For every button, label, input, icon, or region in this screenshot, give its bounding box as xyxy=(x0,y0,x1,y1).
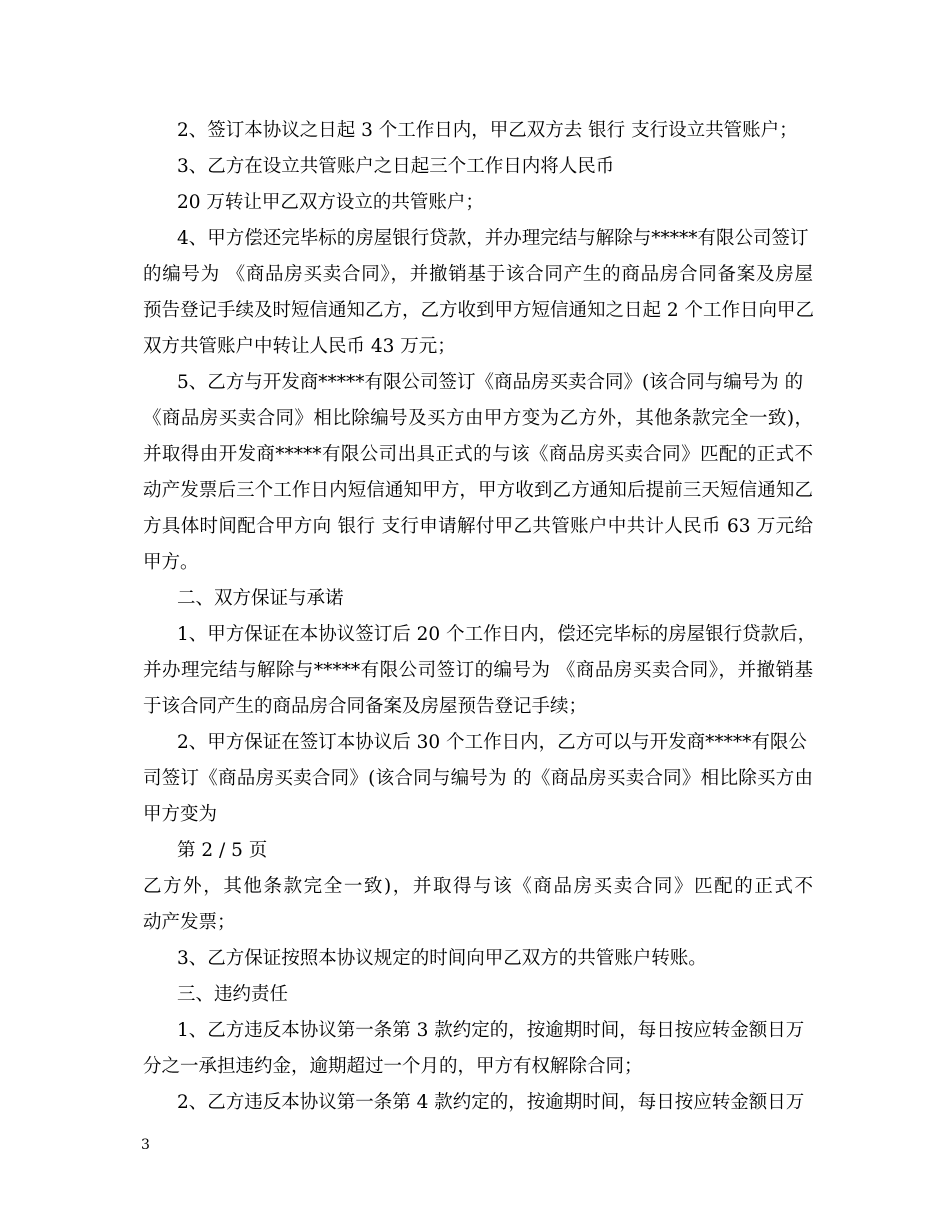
paragraph-line: 甲方。 xyxy=(143,552,199,573)
paragraph-line: 双方共管账户中转让人民币 43 万元； xyxy=(143,336,456,357)
paragraph-line: 2、签订本协议之日起 3 个工作日内，甲乙双方去 银行 支行设立共管账户； xyxy=(177,120,798,141)
paragraph-line: 于该合同产生的商品房合同备案及房屋预告登记手续； xyxy=(143,696,588,717)
paragraph-line: 2、乙方违反本协议第一条第 4 款约定的，按逾期时间，每日按应转金额日万 xyxy=(177,1092,805,1113)
paragraph-line: 并取得由开发商*****有限公司出具正式的与该《商品房买卖合同》匹配的正式不 xyxy=(143,444,813,465)
paragraph-line: 动产发票后三个工作日内短信通知甲方，甲方收到乙方通知后提前三天短信通知乙 xyxy=(143,480,813,501)
paragraph-line: 5、乙方与开发商*****有限公司签订《商品房买卖合同》(该合同与编号为 的 xyxy=(177,372,804,393)
paragraph-line: 乙方外，其他条款完全一致)，并取得与该《商品房买卖合同》匹配的正式不 xyxy=(143,876,813,897)
paragraph-line: 甲方变为 xyxy=(143,804,218,825)
paragraph-line: 1、甲方保证在本协议签订后 20 个工作日内，偿还完毕标的房屋银行贷款后， xyxy=(177,624,817,645)
paragraph-line: 司签订《商品房买卖合同》(该合同与编号为 的《商品房买卖合同》相比除买方由 xyxy=(143,768,813,789)
section-heading: 三、违约责任 xyxy=(177,984,289,1005)
paragraph-line: 并办理完结与解除与*****有限公司签订的编号为 《商品房买卖合同》，并撤销基 xyxy=(143,660,813,681)
section-heading: 二、双方保证与承诺 xyxy=(177,588,344,609)
paragraph-line: 1、乙方违反本协议第一条第 3 款约定的，按逾期时间，每日按应转金额日万 xyxy=(177,1020,805,1041)
paragraph-line: 4、甲方偿还完毕标的房屋银行贷款，并办理完结与解除与*****有限公司签订 xyxy=(177,228,809,249)
paragraph-line: 3、乙方在设立共管账户之日起三个工作日内将人民币 xyxy=(177,156,615,177)
inline-page-marker: 第 2 / 5 页 xyxy=(177,840,268,861)
paragraph-line: 《商品房买卖合同》相比除编号及买方由甲方变为乙方外，其他条款完全一致)， xyxy=(143,408,813,429)
page-number: 3 xyxy=(141,1137,150,1153)
paragraph-line: 预告登记手续及时短信通知乙方，乙方收到甲方短信通知之日起 2 个工作日向甲乙 xyxy=(143,300,815,321)
paragraph-line: 动产发票； xyxy=(143,912,236,933)
paragraph-line: 2、甲方保证在签订本协议后 30 个工作日内，乙方可以与开发商*****有限公 xyxy=(177,732,807,753)
paragraph-line: 20 万转让甲乙双方设立的共管账户； xyxy=(177,192,484,213)
paragraph-line: 分之一承担违约金，逾期超过一个月的，甲方有权解除合同； xyxy=(143,1056,643,1077)
paragraph-line: 方具体时间配合甲方向 银行 支行申请解付甲乙共管账户中共计人民币 63 万元给 xyxy=(143,516,813,537)
paragraph-line: 的编号为 《商品房买卖合同》，并撤销基于该合同产生的商品房合同备案及房屋 xyxy=(143,264,813,285)
paragraph-line: 3、乙方保证按照本协议规定的时间向甲乙双方的共管账户转账。 xyxy=(177,948,707,969)
